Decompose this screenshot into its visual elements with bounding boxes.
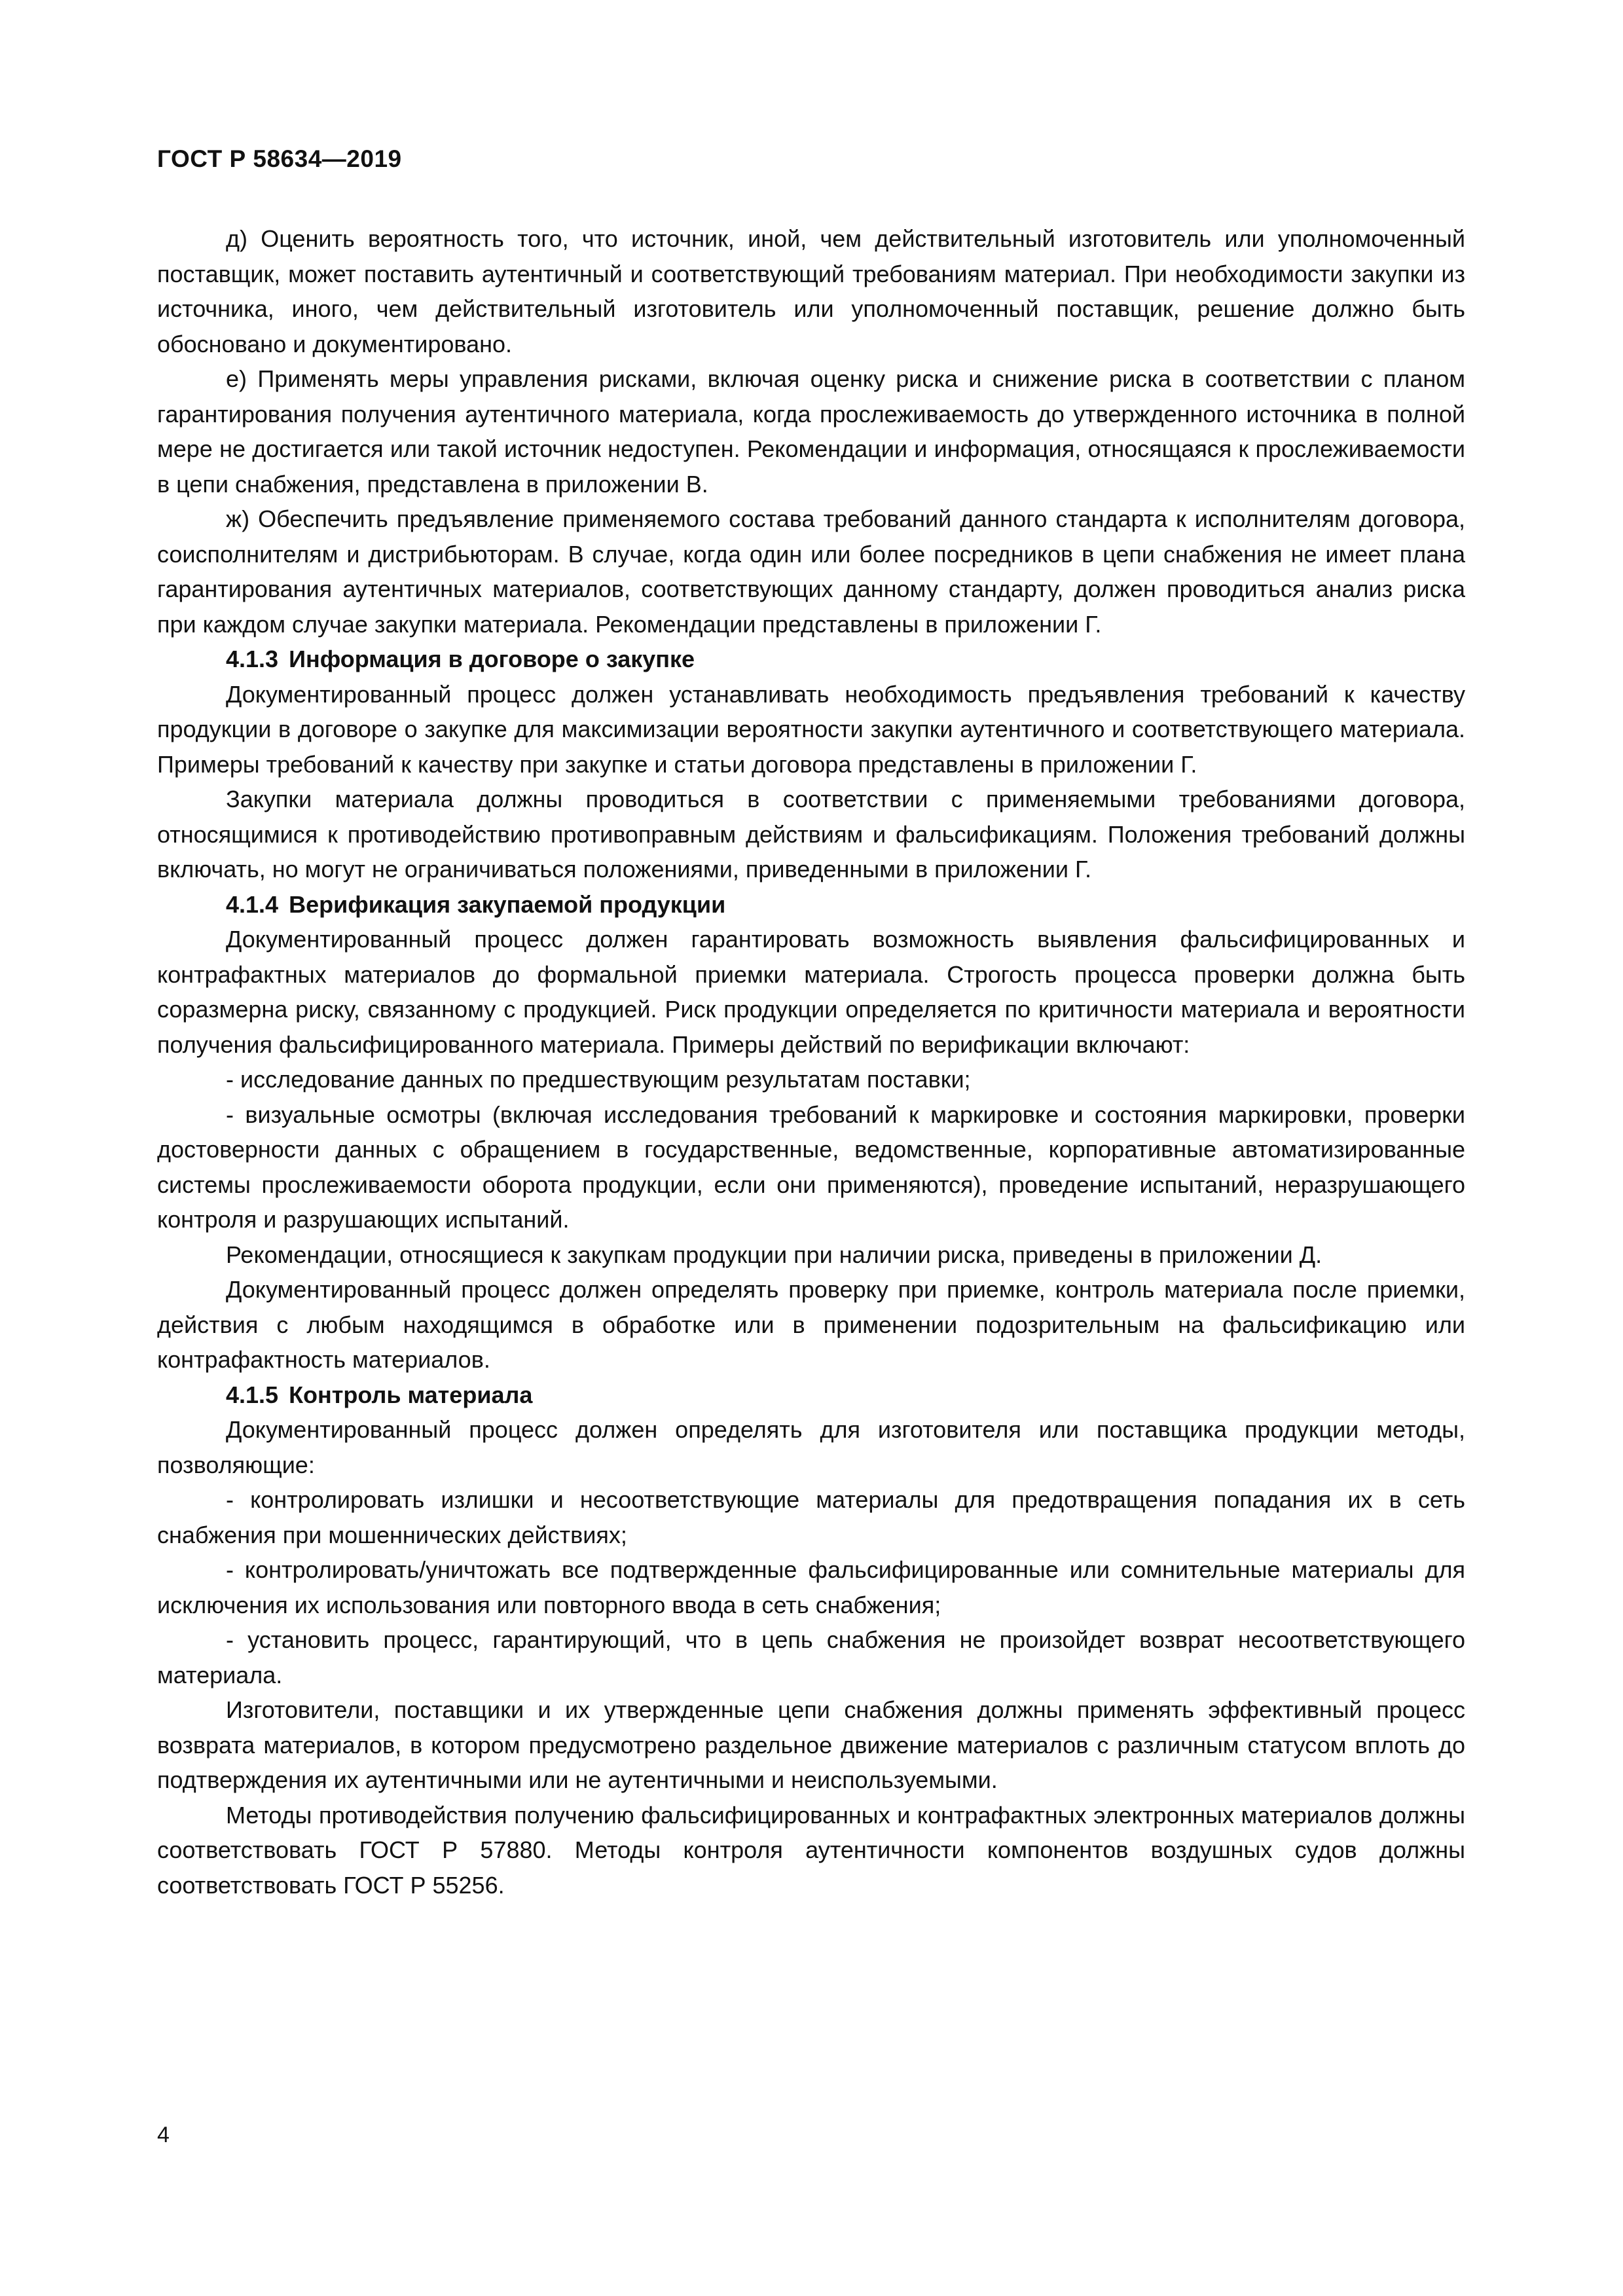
section-title: Верификация закупаемой продукции [289,890,726,918]
section-title: Информация в договоре о закупке [289,646,695,672]
section-heading-4-1-3 [157,642,1465,677]
section-paragraph: Документированный процесс должен определять для изготовителя или поставщика продукции методы, позволяющие: [157,1416,1465,1478]
section-paragraph: Методы противодействия получению фальсифицированных и контрафактных электронных материалов должны соответствовать ГОСТ Р 57880. Методы контроля аутентичности компонентов воздушных судов должны соответствовать ГОСТ Р 55256. [157,1801,1465,1899]
page-number: 4 [157,2123,170,2147]
section-heading-4-1-4 [157,887,1465,922]
section-paragraph: Документированный процесс должен устанавливать необходимость предъявления требований к качеству продукции в договоре о закупке для максимизации вероятности закупки аутентичного и соответствующего материала. Примеры требований к качеству при закупке и статьи договора представлены в приложении Г. [157,680,1465,778]
section-number: 4.1.4 [226,890,279,918]
list-item: - установить процесс, гарантирующий, что в цепь снабжения не произойдет возврат несоответствующего материала. [157,1626,1465,1688]
list-item: - контролировать/уничтожать все подтвержденные фальсифицированные или сомнительные материалы для исключения их использования или повторного ввода в сеть снабжения; [157,1556,1465,1618]
paragraph-item-e: е) Применять меры управления рисками, включая оценку риска и снижение риска в соответствии с планом гарантирования получения аутентичного материала, когда прослеживаемость до утвержденного источника в полной мере не достигается или такой источник недоступен. Рекомендации и информация, относящаяся к прослеживаемости в цепи снабжения, представлена в приложении В. [157,365,1465,498]
section-number: 4.1.3 [226,646,279,672]
list-item: - контролировать излишки и несоответствующие материалы для предотвращения попадания их в сеть снабжения при мошеннических действиях; [157,1486,1465,1548]
section-paragraph: Изготовители, поставщики и их утвержденные цепи снабжения должны применять эффективный процесс возврата материалов, в котором предусмотрено раздельное движение материалов с различным статусом вплоть до подтверждения их аутентичными или не аутентичными и неиспользуемыми. [157,1696,1465,1793]
document-body [157,221,1465,1903]
section-heading-4-1-5 [157,1377,1465,1413]
section-paragraph: Рекомендации, относящиеся к закупкам продукции при наличии риска, приведены в приложении Д. [226,1241,1322,1268]
list-item: - исследование данных по предшествующим результатам поставки; [226,1066,971,1093]
section-title: Контроль материала [289,1381,533,1408]
section-number: 4.1.5 [226,1381,279,1408]
section-paragraph: Закупки материала должны проводиться в соответствии с применяемыми требованиями договора, относящимися к противодействию противоправным действиям и фальсификациям. Положения требований должны включать, но могут не ограничиваться положениями, приведенными в приложении Г. [157,786,1465,883]
list-item: - визуальные осмотры (включая исследования требований к маркировке и состояния маркировки, проверки достоверности данных с обращением в государственные, ведомственные, корпоративные автоматизированные системы прослеживаемости оборота продукции, если они применяются), проведение испытаний, неразрушающего контроля и разрушающих испытаний. [157,1101,1465,1233]
document-header: ГОСТ Р 58634—2019 [157,145,402,172]
paragraph-item-d: д) Оценить вероятность того, что источник, иной, чем действительный изготовитель или уполномоченный поставщик, может поставить аутентичный и соответствующий требованиям материал. При необходимости закупки из источника, иного, чем действительный изготовитель или уполномоченный поставщик, решение должно быть обосновано и документировано. [157,225,1465,357]
section-paragraph: Документированный процесс должен определять проверку при приемке, контроль материала после приемки, действия с любым находящимся в обработке или в применении подозрительным на фальсификацию или контрафактность материалов. [157,1276,1465,1373]
paragraph-item-zh: ж) Обеспечить предъявление применяемого состава требований данного стандарта к исполнителям договора, соисполнителям и дистрибьюторам. В случае, когда один или более посредников в цепи снабжения не имеет плана гарантирования аутентичных материалов, соответствующих данному стандарту, должен проводиться анализ риска при каждом случае закупки материала. Рекомендации представлены в приложении Г. [157,505,1465,638]
section-paragraph: Документированный процесс должен гарантировать возможность выявления фальсифицированных и контрафактных материалов до формальной приемки материала. Строгость процесса проверки должна быть соразмерна риску, связанному с продукцией. Риск продукции определяется по критичности материала и вероятности получения фальсифицированного материала. Примеры действий по верификации включают: [157,926,1465,1058]
